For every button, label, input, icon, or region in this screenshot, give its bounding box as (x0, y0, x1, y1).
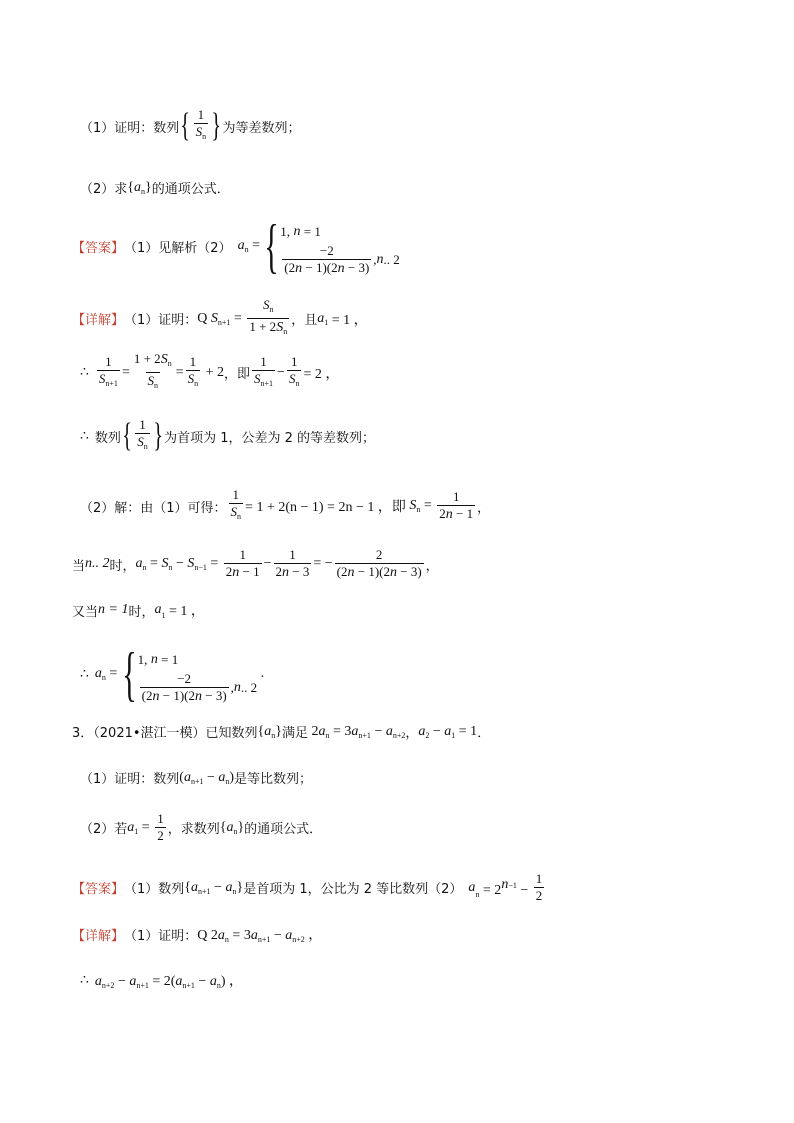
detail-3: ∴ 数列 { $\frac{1}{S_n}$ } 为首项为 1，公差为 2 的等差数列； (80, 417, 376, 454)
detail-1: 【详解】 （1）证明： Q S $_{n+1}$ = $\frac{S_n}{1 + 2S_n}$ ，且 a $_1$ = 1 ， (72, 298, 368, 339)
question-3: 3．（2021•湛江一模）已知数列 $\{a_n\}$ 满足 $2a_n = 3a_{n+1} - a_{n+2}$ ， $a_2 - a_1 = 1$ ． (72, 723, 491, 741)
detail-text: （1）证明： (124, 313, 198, 328)
detail-6: 又当 n = 1 时， a $_1$ = 1 ， (72, 602, 205, 620)
q1-prefix: （1）证明：数列 (80, 120, 180, 136)
detail-7: ∴ a $_n$ = { 1, n = 1 $\frac{-2}{(2n - 1)(2n - 3)}$ , n .. 2 . (80, 641, 265, 707)
q2-suffix: 的通项公式． (151, 182, 230, 197)
q2-prefix: （2）求 (80, 182, 128, 197)
question-1: （1）证明：数列 { $\frac{1}{S_n}$ } 为等差数列； (80, 107, 301, 144)
answer-tag: 【答案】 (72, 240, 125, 256)
question-3-1: （1）证明：数列 $(a_{n+1} - a_n)$ 是等比数列； (80, 769, 313, 787)
question-2: （2）求 $\{a_n\}$ 的通项公式． (80, 179, 230, 197)
detail-2: ∴ $\frac{1}{S_{n+1}}$ = $\frac{1 + 2S_n}{S_n}$ = $\frac{1}{S_n}$ + 2 ，即 $\frac{1}{S_{n+1}}$ − $\frac{1}{S_n}$ = 2 ， (80, 352, 339, 393)
answer-1: 【答案】 （1）见解析（2） $a_n$ = { 1, n = 1 $\frac{-2}{(2n - 1)(2n - 3)}$ , n .. 2 (72, 213, 400, 279)
detail-5: 当 n.. 2 时， a $_n$ = S $_n$ − S $_{n-1}$ = $\frac{1}{2n - 1}$ − $\frac{1}{2n - 3}$ = − $\frac{2}{(2n - 1)(2n - 3)}$ ， (72, 547, 439, 580)
question-3-2: （2）若 a $_1$ = $\frac{1}{2}$ ，求数列 $\{a_n\}$ 的通项公式． (80, 811, 323, 843)
detail-3-1: 【详解】 （1）证明： Q $2a_n = 3a_{n+1} - a_{n+2}$ ， (72, 928, 323, 944)
q1-suffix: 为等差数列； (222, 120, 301, 136)
detail-4: （2）解：由（1）可得： $\frac{1}{S_n}$ = 1 + 2(n − 1) = 2n − 1 ，即 S $_n$ = $\frac{1}{2n - 1}$ ， (80, 487, 491, 522)
answer-text: （1）见解析（2） (124, 240, 232, 256)
answer-3: 【答案】 （1）数列 $\{a_{n+1} - a_n\}$ 是首项为 1，公比为 2 等比数列（2） a $_n = 2^{n-1}$ − $\frac{1}{2}$ (72, 871, 543, 903)
detail-3-2: ∴ $a_{n+2} - a_{n+1} = 2(a_{n+1} - a_n)$ ， (80, 972, 244, 990)
detail-tag: 【详解】 (72, 313, 125, 328)
